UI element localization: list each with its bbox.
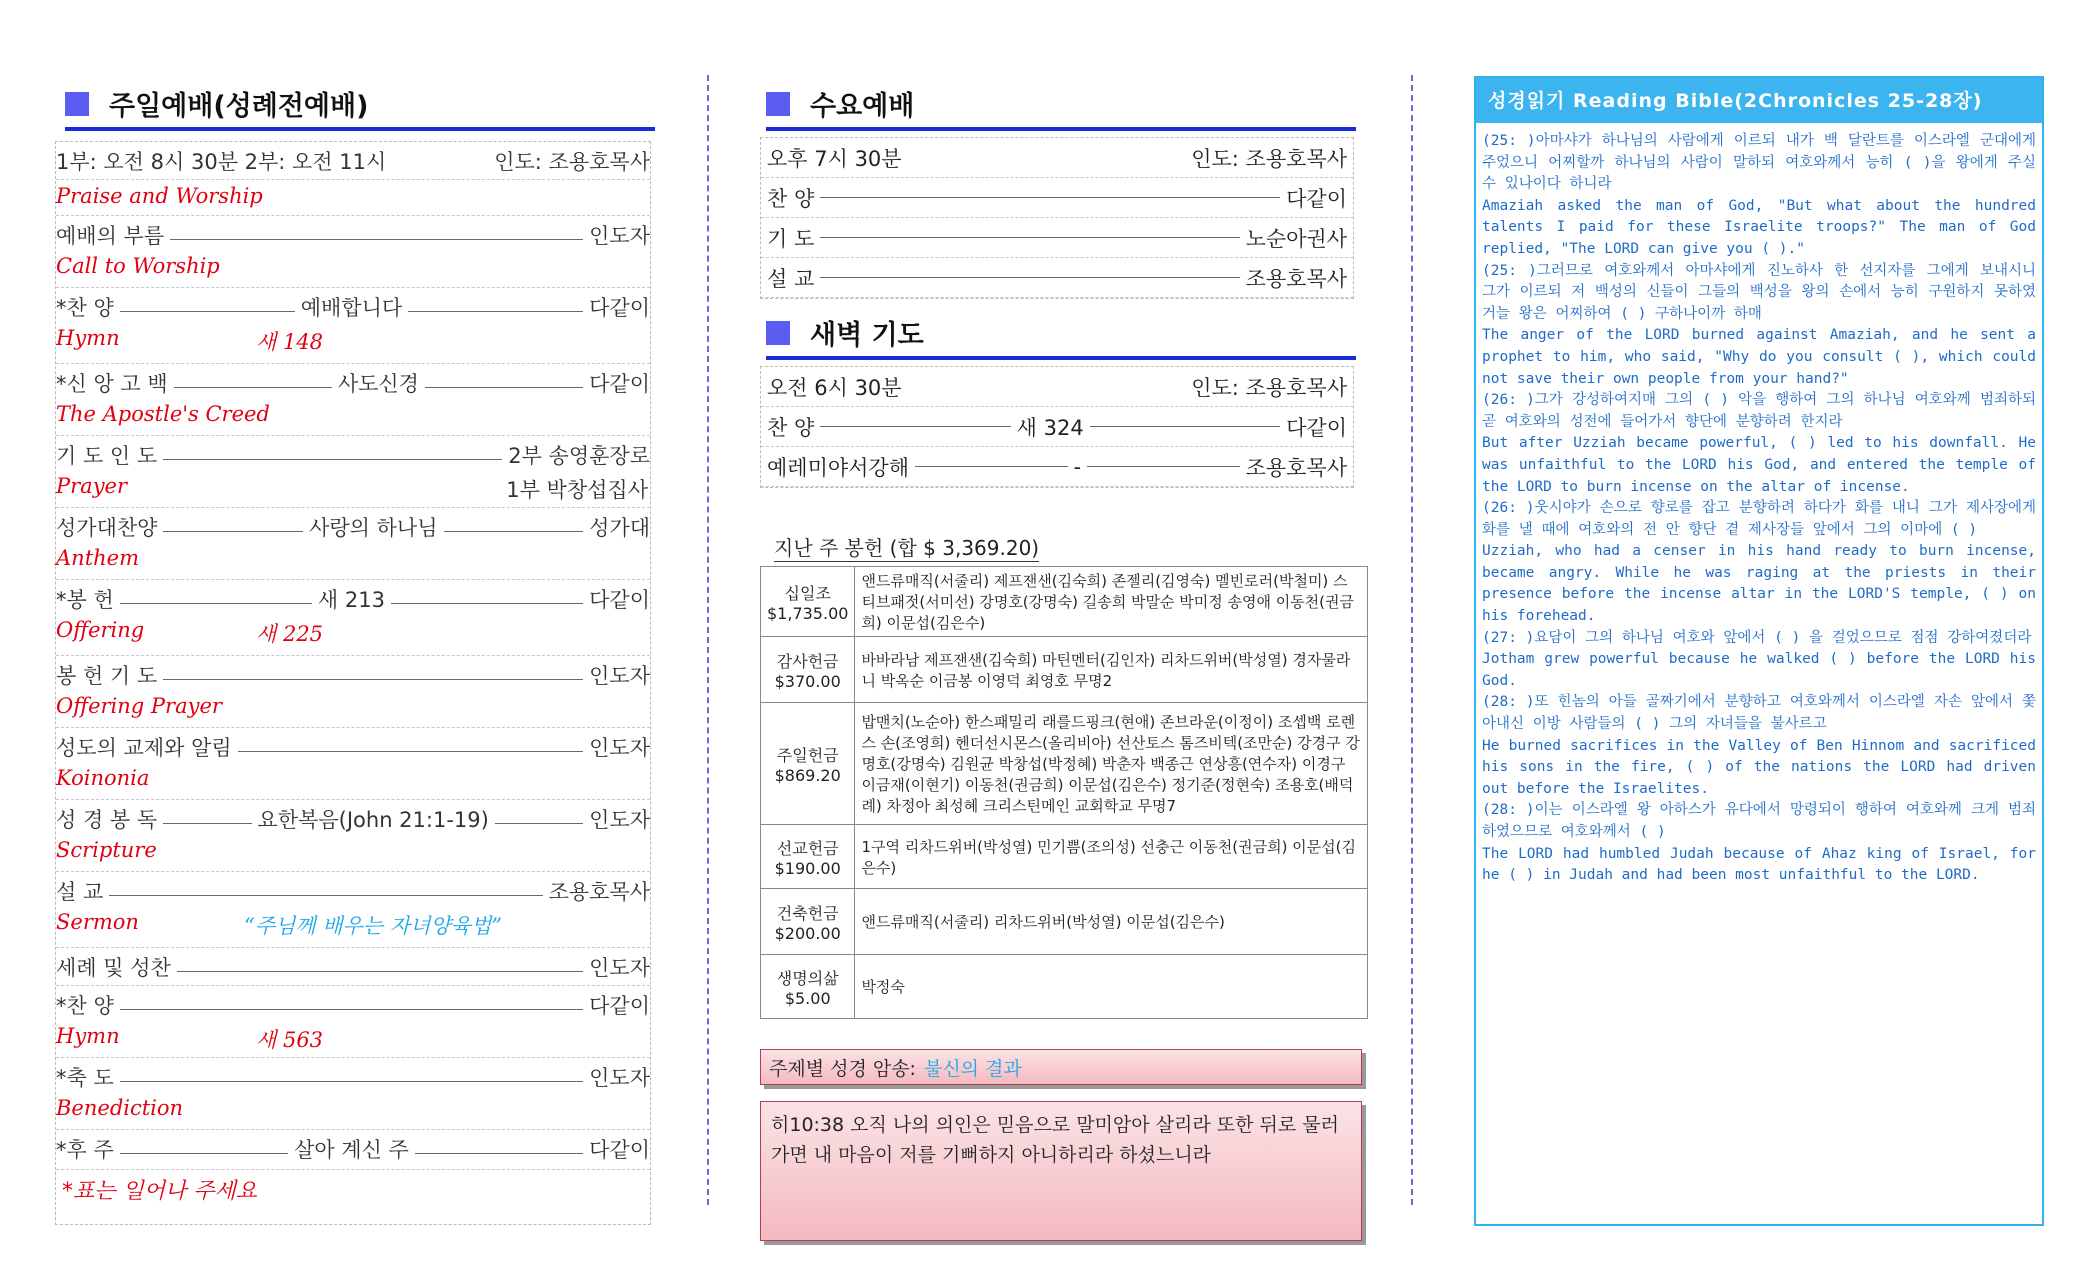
wednesday-item-leader: 다같이	[1286, 186, 1347, 211]
offering-amount: $370.00	[774, 671, 841, 691]
bible-verse-line: The anger of the LORD burned against Amaziah, and he sent a prophet to him, who said, "Why do you consult ( ), which could not save their own people from your hand?"	[1482, 327, 2036, 387]
worship-item-detail: 새 213	[317, 588, 385, 612]
offering-category: 생명의삶	[776, 968, 839, 988]
wednesday-time-row: 오후 7시 30분 인도: 조용호목사	[761, 138, 1353, 178]
worship-item-leader: 조용호목사	[548, 880, 650, 904]
worship-item-row	[56, 180, 650, 216]
offering-row	[761, 637, 1368, 703]
worship-item-row	[56, 1058, 650, 1130]
bible-verse-line: (28: )이는 이스라엘 왕 아하스가 유다에서 망령되이 행하여 여호와께 크게 범죄하였으므로 여호와께서 ( )	[1482, 802, 2036, 840]
worship-item-leader: 다같이	[589, 588, 650, 612]
memory-verse-text: 히10:38 오직 나의 의인은 믿음으로 말미암아 살리라 또한 뒤로 물러가면 내 마음이 저를 기뻐하지 아니하리라 하셨느니라	[771, 1114, 1339, 1166]
worship-item-hymn-number: “주님께 배우는 자녀양육법”	[244, 914, 502, 938]
bible-verse-line: (27: )요담이 그의 하나님 여호와 앞에서 ( ) 을 걸었으므로 점점 강하여졌더라	[1482, 629, 2032, 646]
standing-note: *표는 일어나 주세요	[62, 1179, 258, 1204]
worship-item-label: 성가대찬양	[56, 516, 158, 540]
offering-names: 1구역 리차드위버(박성열) 민기쁨(조의성) 선충근 이동천(권금희) 이문섭(김은수)	[855, 825, 1368, 889]
offering-category: 건축헌금	[776, 903, 839, 923]
dawn-box	[760, 366, 1354, 488]
worship-item-label: 세례 및 성찬	[56, 956, 171, 980]
worship-item-row	[56, 986, 650, 1058]
worship-item-label: *신 앙 고 백	[56, 372, 168, 396]
offering-title: 지난 주 봉헌 (합 $ 3,369.20)	[774, 532, 1039, 562]
bible-verse-line: Amaziah asked the man of God, "But what about the hundred talents I paid for these Israelite troops?" The man of God replied, "The LORD can give you ( )."	[1482, 197, 2036, 257]
wednesday-title: 수요예배	[766, 84, 1356, 131]
worship-item-detail: 사랑의 하나님	[309, 516, 438, 540]
dawn-item-label: 예레미야서강해	[767, 455, 910, 480]
worship-item-label: *후 주	[56, 1138, 114, 1162]
section-square-icon	[65, 92, 89, 116]
bible-verse-line: But after Uzziah became powerful, ( ) led to his downfall. He was unfaithful to the LORD his God, and entered the temple of the LORD to burn incense on the altar of incense.	[1482, 435, 2036, 495]
worship-item-english: Benediction	[56, 1096, 184, 1120]
worship-item-label: 설 교	[56, 880, 104, 904]
worship-item-row	[56, 364, 650, 436]
worship-item-label: *축 도	[56, 1066, 114, 1090]
wednesday-item-leader: 노순아권사	[1245, 226, 1347, 251]
worship-item-english: Hymn	[56, 326, 120, 350]
dawn-item-label: 찬 양	[767, 415, 815, 440]
worship-item-english: Offering Prayer	[56, 694, 222, 718]
bible-verse-line: (28: )또 힌놈의 아들 골짜기에서 분향하고 여호와께서 이스라엘 자손 앞에서 쫓아내신 이방 사람들의 ( ) 그의 자녀들을 불사르고	[1482, 694, 2036, 733]
dawn-item-detail: 새 324	[1016, 415, 1084, 440]
worship-item-leader: 다같이	[589, 994, 650, 1018]
dawn-item-leader: 조용호목사	[1245, 455, 1347, 480]
worship-item-leader: 2부 송영훈장로	[508, 444, 650, 468]
bible-verse-line: (25: )그러므로 여호와께서 아마샤에게 진노하사 한 선지자를 그에게 보내시니 그가 이르되 저 백성의 신들이 그들의 백성을 왕의 손에서 능히 구원하지 못하였거늘 왕은 어찌하여 ( ) 구하나이까 하매	[1482, 262, 2036, 322]
worship-item-detail: 요한복음(John 21:1-19)	[257, 808, 489, 832]
offering-names: 밥맨치(노순아) 한스패밀리 래를드핑크(현애) 존브라운(이정이) 조셉백 로렌스 손(조영희) 헨더선시몬스(올리비아) 선산토스 톰즈비텍(조만순) 강경구 강명호(강명숙) 김원균 박창섭(박정혜) 박춘자 백종근 연상흥(연수자) 이경구 이금재(이현기) 이동천(권금희) 이문섭(김은수) 정기준(정현숙) 조용호(배덕례) 차정아 최성혜 크리스틴메인 교회학교 무명7	[855, 703, 1368, 825]
worship-item-label: 예배의 부름	[56, 224, 165, 248]
offering-row	[761, 567, 1368, 637]
bible-verse-line: He burned sacrifices in the Valley of Ben Hinnom and sacrificed his sons in the fire, ( ) of the nations the LORD had driven out before the Israelites.	[1482, 737, 2036, 797]
column-divider	[707, 75, 709, 1205]
sunday-title	[65, 84, 655, 131]
worship-item-leader: 인도자	[589, 956, 650, 980]
offering-row	[761, 889, 1368, 955]
offering-amount: $1,735.00	[767, 603, 849, 623]
bible-verse-line: (26: )웃시야가 손으로 향로를 잡고 분향하려 하다가 화를 내니 그가 제사장에게 화를 낼 때에 여호와의 전 안 향단 곁 제사장들 앞에서 그의 이마에 ( )	[1482, 500, 2036, 538]
wednesday-item-label: 찬 양	[767, 186, 815, 211]
sunday-order-box	[55, 141, 651, 1225]
worship-item-english: Prayer	[56, 474, 128, 498]
worship-item-leader: 다같이	[589, 1138, 651, 1162]
worship-item-english: Call to Worship	[56, 254, 220, 278]
worship-item-english: Offering	[56, 618, 145, 642]
worship-item-label: *봉 헌	[56, 588, 114, 612]
worship-item-leader-alt: 1부 박창섭집사	[506, 478, 648, 502]
bible-verse-line: Uzziah, who had a censer in his hand ready to burn incense, became angry. While he was raging at the priests in their presence before the incense altar in the LORD'S temple, ( ) on his forehead.	[1482, 543, 2036, 625]
sunday-column	[55, 84, 651, 1225]
bible-reading-body	[1476, 123, 2042, 895]
offering-names: 바바라남 제프잰샌(김숙희) 마틴멘터(김인자) 리차드위버(박성열) 경자물라니 박옥순 이금봉 이영덕 최영호 무명2	[855, 637, 1368, 703]
column-divider	[1411, 75, 1413, 1205]
offering-names: 앤드류매직(서줄리) 리차드위버(박성열) 이문섭(김은수)	[855, 889, 1368, 955]
worship-item-label: 봉 헌 기 도	[56, 664, 158, 688]
worship-item-english: Scripture	[56, 838, 157, 862]
wednesday-item-label: 설 교	[767, 266, 815, 291]
worship-item-row	[56, 436, 650, 508]
sunday-time: 1부: 오전 8시 30분 2부: 오전 11시	[56, 150, 387, 174]
worship-item-label: 기 도 인 도	[56, 444, 158, 468]
dawn-item-row	[761, 447, 1353, 487]
bible-verse-line: Jotham grew powerful because he walked ( ) before the LORD his God.	[1482, 651, 2036, 689]
worship-item-english: The Apostle's Creed	[56, 402, 270, 426]
offering-amount: $869.20	[774, 765, 841, 785]
offering-names: 앤드류매직(서줄리) 제프잰샌(김숙희) 존젤리(김영숙) 멜빈로러(박철미) 스티브패젓(서미선) 강명호(강명숙) 길송희 박말순 박미정 송영애 이동천(권금희) 이문섭(김은수)	[855, 567, 1368, 637]
worship-item-label: 성도의 교제와 알림	[56, 736, 232, 760]
sunday-order-list	[56, 142, 650, 1209]
offering-amount: $5.00	[784, 988, 831, 1008]
worship-item-label: 성 경 봉 독	[56, 808, 158, 832]
worship-item-detail: 예배합니다	[300, 296, 403, 320]
worship-item-english: Koinonia	[56, 766, 150, 790]
offering-table	[760, 566, 1368, 1019]
worship-item-row	[56, 728, 650, 800]
worship-item-label: *찬 양	[56, 994, 114, 1018]
offering-category: 주일헌금	[776, 745, 839, 765]
worship-item-english: Anthem	[56, 546, 139, 570]
worship-item-detail: 사도신경	[337, 372, 419, 396]
offering-row	[761, 955, 1368, 1019]
bible-verse-line: (26: )그가 강성하여지매 그의 ( ) 악을 행하여 그의 하나님 여호와께 범죄하되 곧 여호와의 성전에 들어가서 향단에 분향하려 한지라	[1482, 392, 2036, 430]
worship-item-row	[56, 872, 650, 948]
worship-item-hymn-number: 새 563	[256, 1028, 324, 1052]
offering-row	[761, 703, 1368, 825]
bible-reading-title: 성경읽기 Reading Bible(2Chronicles 25-28장)	[1476, 78, 2042, 123]
offering-amount: $200.00	[774, 923, 841, 943]
dawn-item-leader: 다같이	[1286, 415, 1347, 440]
offering-category: 감사헌금	[776, 651, 839, 671]
worship-item-row	[56, 948, 650, 986]
wednesday-item-leader: 조용호목사	[1245, 266, 1347, 291]
sunday-title-text: 주일예배(성례전예배)	[109, 91, 369, 122]
bible-reading-panel	[1474, 76, 2044, 1226]
worship-item-english: Hymn	[56, 1024, 120, 1048]
offering-category: 십일조	[784, 583, 831, 603]
section-square-icon	[766, 92, 790, 116]
memory-topic: 불신의 결과	[923, 1057, 1022, 1080]
worship-item-detail: 살아 계신 주	[294, 1138, 409, 1162]
worship-item-english: Sermon	[56, 910, 139, 934]
worship-item-leader: 인도자	[589, 664, 650, 688]
worship-item-row	[56, 1130, 650, 1170]
worship-item-leader: 인도자	[589, 808, 651, 832]
worship-item-hymn-number: 새 225	[256, 622, 324, 646]
offering-names: 박정숙	[855, 955, 1368, 1019]
offering-category: 선교헌금	[776, 838, 839, 858]
worship-item-row	[56, 800, 650, 872]
memory-verse-header: 주제별 성경 암송: 불신의 결과	[760, 1049, 1362, 1085]
worship-item-leader: 다같이	[589, 372, 650, 396]
worship-item-leader: 다같이	[589, 296, 651, 320]
weekday-column	[760, 84, 1370, 1241]
worship-item-row	[56, 508, 650, 580]
sunday-time-row	[56, 142, 650, 180]
worship-item-row	[56, 580, 650, 656]
wednesday-item-row	[761, 178, 1353, 218]
bible-verse-line: (25: )아마샤가 하나님의 사람에게 이르되 내가 백 달란트를 이스라엘 군대에게 주었으니 어찌할까 하나님의 사람이 말하되 여호와께서 능히 ( )을 왕에게 주실 수 있나이다 하니라	[1482, 133, 2036, 193]
worship-item-english: Praise and Worship	[56, 184, 263, 208]
worship-item-leader: 인도자	[589, 736, 650, 760]
worship-item-row	[56, 656, 650, 728]
worship-item-label: *찬 양	[56, 296, 114, 320]
dawn-title: 새벽 기도	[766, 313, 1356, 360]
bible-verse-line: The LORD had humbled Judah because of Ahaz king of Israel, for he ( ) in Judah and had been most unfaithful to the LORD.	[1482, 845, 2036, 884]
worship-item-leader: 인도자	[589, 224, 650, 248]
section-square-icon	[766, 321, 790, 345]
offering-amount: $190.00	[774, 858, 841, 878]
worship-item-row	[56, 216, 650, 288]
memory-verse-box	[760, 1101, 1362, 1241]
dawn-item-detail: -	[1073, 454, 1082, 479]
worship-item-hymn-number: 새 148	[256, 330, 324, 354]
offering-row	[761, 825, 1368, 889]
wednesday-item-row	[761, 258, 1353, 298]
worship-item-row	[56, 288, 650, 364]
wednesday-box	[760, 137, 1354, 299]
sunday-leader: 인도: 조용호목사	[494, 150, 650, 174]
worship-item-leader: 인도자	[589, 1066, 650, 1090]
dawn-time-row: 오전 6시 30분 인도: 조용호목사	[761, 367, 1353, 407]
dawn-item-row	[761, 407, 1353, 447]
wednesday-item-label: 기 도	[767, 226, 815, 251]
worship-item-leader: 성가대	[589, 516, 651, 540]
wednesday-item-row	[761, 218, 1353, 258]
